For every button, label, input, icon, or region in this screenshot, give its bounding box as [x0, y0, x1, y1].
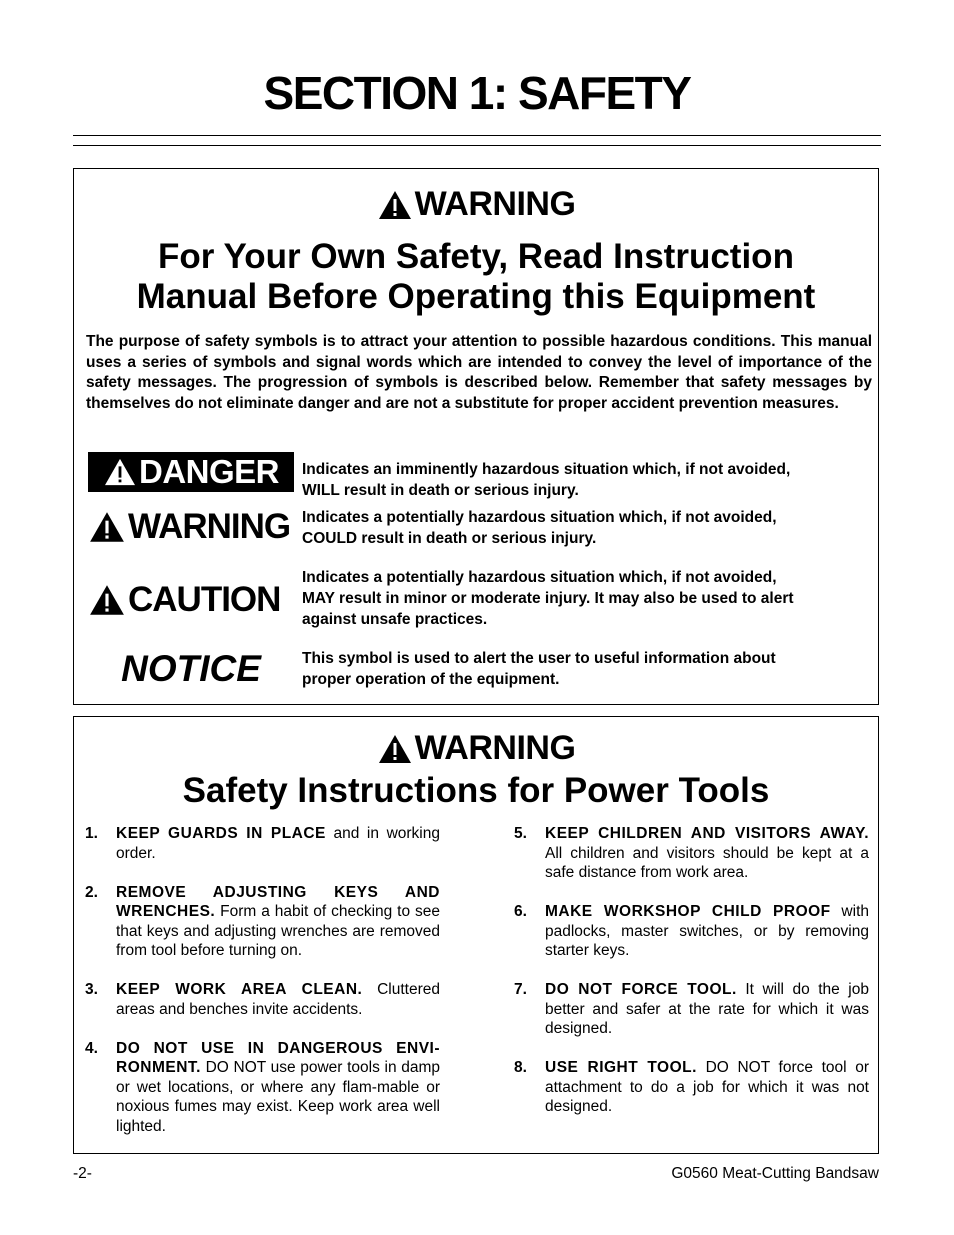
item-number: 5. [514, 825, 527, 842]
warning-description-line-1: Indicates a potentially hazardous situation which, if not avoided, [302, 509, 777, 526]
item-lead: KEEP CHILDREN AND VISITORS AWAY. [545, 825, 869, 842]
item-number: 6. [514, 903, 527, 920]
item-lead: DO NOT USE IN DANGEROUS ENVI-RONMENT. [116, 1039, 440, 1076]
item-text: and in working order. [116, 825, 440, 862]
warning-signal-label: WARNING [128, 507, 291, 546]
alert-triangle-icon [88, 510, 126, 544]
item-number: 2. [85, 883, 98, 901]
item-number: 8. [514, 1059, 527, 1076]
danger-label: DANGER [138, 453, 279, 490]
list-item [85, 1039, 440, 1137]
intro-paragraph: The purpose of safety symbols is to attract your attention to possible hazardous conditions. This manual uses a series of symbols and signal words which are intended to convey the level of importance of the safety messages. The progression of symbols is described below. Remember that safety messages by themselves do not eliminate danger and are not a substitute for proper accident prevention measures. [86, 333, 872, 412]
notice-description [302, 648, 872, 690]
item-text: All children and visitors should be kept at a safe distance from work area. [545, 844, 869, 881]
power-tool-safety-box [73, 716, 879, 1154]
warning-header [74, 729, 878, 768]
notice-description-line-1: This symbol is used to alert the user to useful information about [302, 650, 776, 667]
alert-triangle-icon [103, 457, 137, 487]
item-text: It will do the job better and safer at the rate for which it was designed. [545, 981, 869, 1037]
item-lead: REMOVE ADJUSTING KEYS AND WRENCHES. [116, 883, 440, 920]
instructions-left-column [85, 824, 440, 1156]
item-lead: DO NOT FORCE TOOL. [545, 981, 737, 998]
item-lead: KEEP GUARDS IN PLACE [116, 825, 326, 842]
item-lead: KEEP WORK AREA CLEAN. [116, 981, 363, 998]
list-item [514, 824, 869, 883]
warning-label: WARNING [414, 729, 576, 767]
page-number: -2- [73, 1165, 92, 1182]
list-item [514, 902, 869, 961]
warning-label: WARNING [414, 185, 576, 223]
list-item [85, 824, 440, 863]
caution-label: CAUTION [128, 580, 281, 619]
caution-signal-word [88, 580, 294, 620]
warning-header [74, 185, 878, 224]
warning-description-line-2: COULD result in death or serious injury. [302, 530, 597, 547]
item-text: Cluttered areas and benches invite accidents. [116, 981, 441, 1018]
caution-description-line-2: MAY result in minor or moderate injury. It may also be used to alert [302, 590, 794, 607]
list-item [514, 1058, 869, 1117]
instructions-right-column [514, 824, 869, 1136]
danger-description [302, 459, 872, 501]
headline [74, 237, 878, 317]
headline-line-2: Manual Before Operating this Equipment [136, 277, 816, 316]
danger-signal-word [88, 452, 294, 492]
caution-description-line-1: Indicates a potentially hazardous situation which, if not avoided, [302, 569, 777, 586]
item-number: 7. [514, 981, 527, 998]
danger-description-line-2: WILL result in death or serious injury. [302, 482, 579, 499]
item-number: 3. [85, 981, 98, 998]
list-item [85, 980, 440, 1019]
caution-description [302, 567, 872, 630]
item-number: 1. [85, 825, 98, 842]
item-text: with padlocks, master switches, or by removing starter keys. [545, 903, 869, 959]
item-lead: MAKE WORKSHOP CHILD PROOF [545, 903, 831, 920]
headline-line-1: For Your Own Safety, Read Instruction [158, 237, 794, 276]
box2-headline: Safety Instructions for Power Tools [182, 771, 770, 810]
item-text: DO NOT force tool or attachment to do a job for which it was not designed. [545, 1059, 870, 1115]
item-text: DO NOT use power tools in damp or wet locations, or where any flam-mable or noxious fumes may exist. Keep work area well lighted. [116, 1059, 440, 1135]
notice-description-line-2: proper operation of the equipment. [302, 671, 560, 688]
item-number: 4. [85, 1039, 98, 1057]
danger-description-line-1: Indicates an imminently hazardous situation which, if not avoided, [302, 461, 791, 478]
item-lead: USE RIGHT TOOL. [545, 1059, 697, 1076]
list-item [85, 883, 440, 961]
alert-triangle-icon [88, 583, 126, 617]
notice-label: NOTICE [121, 648, 261, 689]
item-text: Form a habit of checking to see that keys and adjusting wrenches are removed from tool before turning on. [116, 903, 440, 959]
list-item [514, 980, 869, 1039]
caution-description-line-3: against unsafe practices. [302, 611, 488, 628]
safety-symbols-box [73, 168, 879, 705]
title-rule-top [73, 135, 881, 136]
alert-triangle-icon [377, 189, 413, 221]
warning-signal-word [88, 507, 294, 547]
warning-description [302, 507, 872, 549]
section-title: SECTION 1: SAFETY [263, 67, 691, 119]
footer-product-name: G0560 Meat-Cutting Bandsaw [671, 1165, 879, 1182]
alert-triangle-icon [377, 733, 413, 765]
notice-signal-word [88, 649, 294, 689]
title-rule-bottom [73, 145, 881, 146]
